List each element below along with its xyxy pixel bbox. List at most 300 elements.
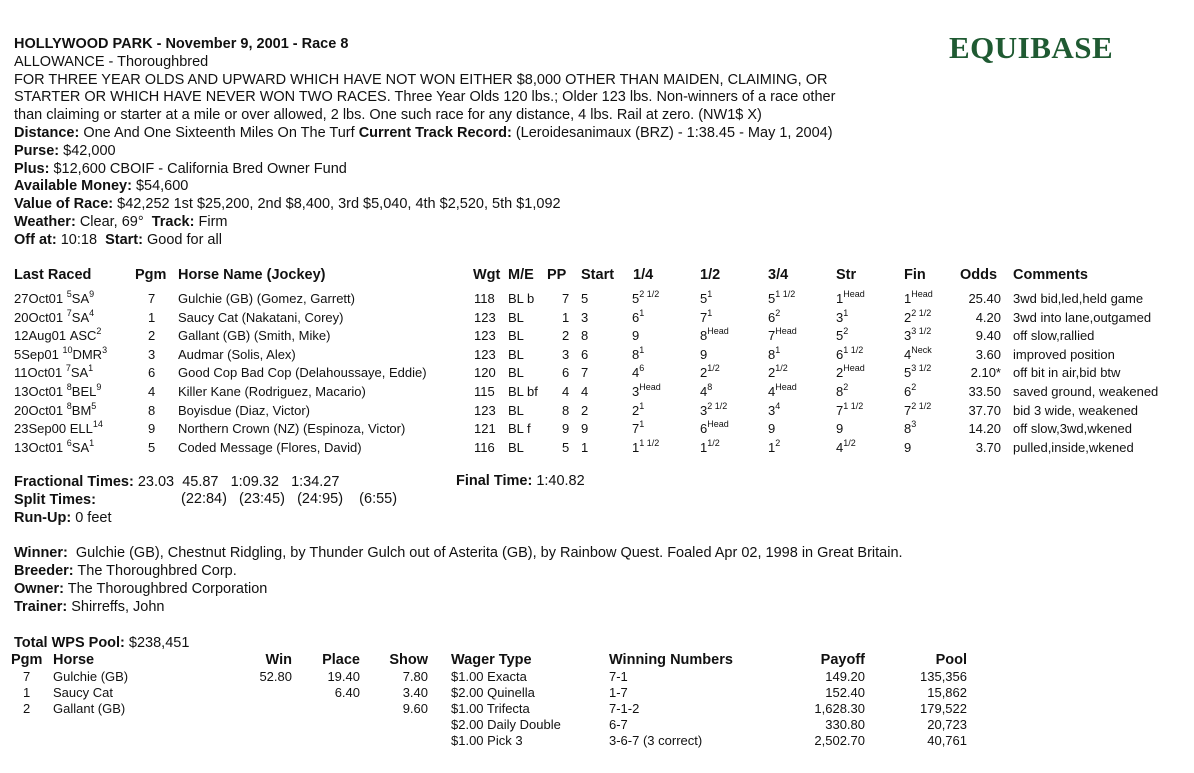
weight: 115: [474, 384, 495, 399]
winning-numbers: 7-1-2: [609, 701, 640, 716]
last-raced[interactable]: [14, 344, 108, 362]
race-header: [14, 36, 944, 250]
last-raced-track: DMR: [72, 347, 103, 362]
last-raced-date: 23Sep00: [14, 421, 67, 436]
col-quarter: 1/4: [633, 267, 654, 283]
payoff: 2,502.70: [814, 733, 865, 748]
start-value: Good for all: [146, 231, 222, 248]
finish-position-pos: 1: [904, 291, 912, 306]
col-half: 1/2: [700, 267, 721, 283]
horse-jockey[interactable]: Gulchie (GB) (Gomez, Garrett): [178, 291, 355, 306]
stretch-call-margin: 1 1/2: [843, 344, 864, 355]
stretch-call: [836, 325, 849, 343]
stretch-call-pos: 8: [836, 384, 844, 399]
stretch-call: [836, 400, 864, 418]
quarter-call: [632, 288, 660, 306]
three-quarter-call-pos: 2: [768, 365, 776, 380]
medication-equipment: BL f: [508, 421, 531, 436]
quarter-call-pos: 5: [632, 291, 640, 306]
horse-jockey[interactable]: Killer Kane (Rodriguez, Macario): [178, 384, 366, 399]
three-quarter-call: [768, 325, 797, 343]
col-stretch: Str: [836, 267, 857, 283]
last-raced-race-number: 8: [66, 400, 72, 411]
three-quarter-call: [768, 344, 781, 362]
finish-position-pos: 5: [904, 365, 912, 380]
medication-equipment: BL b: [508, 291, 535, 306]
comment: 3wd bid,led,held game: [1013, 291, 1144, 306]
stretch-call: [836, 437, 856, 455]
distance-value: One And One Sixteenth Miles On The Turf: [83, 124, 355, 141]
program-number: 2: [148, 328, 156, 343]
last-raced-date: 27Oct01: [14, 291, 64, 306]
finish-position-pos: 8: [904, 421, 912, 436]
quarter-call-margin: 2 1/2: [639, 288, 660, 299]
finish-position: [904, 440, 911, 455]
start-position: 4: [581, 384, 589, 399]
pool: 179,522: [920, 701, 967, 716]
three-quarter-call: [768, 381, 797, 399]
finish-position: [904, 288, 933, 306]
final-time-label: Final Time:: [456, 473, 533, 489]
last-raced[interactable]: [14, 307, 95, 325]
quarter-call-margin: 1: [639, 400, 645, 411]
odds: 9.40: [975, 328, 1001, 343]
col-start: Start: [581, 267, 615, 283]
quarter-call-pos: 1: [632, 440, 640, 455]
program-number: 6: [148, 365, 156, 380]
horse-jockey[interactable]: Audmar (Solis, Alex): [178, 347, 296, 362]
col-me: M/E: [508, 267, 534, 283]
stretch-call-margin: 2: [843, 325, 849, 336]
three-quarter-call-pos: 9: [768, 421, 776, 436]
half-call: [700, 362, 720, 380]
last-raced-finish: 4: [89, 307, 95, 318]
payoff: 152.40: [825, 685, 865, 700]
medication-equipment: BL: [508, 440, 524, 455]
horse-jockey[interactable]: Good Cop Bad Cop (Delahoussaye, Eddie): [178, 365, 427, 380]
finish-position-pos: 7: [904, 403, 912, 418]
col-comments: Comments: [1013, 267, 1088, 283]
half-call-margin: Head: [707, 325, 729, 336]
odds: 2.10*: [970, 365, 1001, 380]
medication-equipment: BL: [508, 347, 524, 362]
comment: off slow,rallied: [1013, 328, 1095, 343]
half-call: [700, 418, 729, 436]
odds: 4.20: [975, 310, 1001, 325]
quarter-call-margin: Head: [639, 381, 661, 392]
last-raced-finish: 1: [88, 362, 94, 373]
run-up: [14, 509, 111, 527]
quarter-call: [632, 328, 639, 343]
finish-position-pos: 4: [904, 347, 912, 362]
three-quarter-call: [768, 307, 781, 325]
program-number: 1: [148, 310, 156, 325]
pool: 20,723: [927, 717, 967, 732]
wps-horse: Gallant (GB): [53, 701, 126, 716]
finish-position: [904, 307, 932, 325]
last-raced-date: 13Oct01: [14, 440, 64, 455]
trainer-line: [14, 598, 164, 616]
equibase-logo[interactable]: EQUIBASE: [949, 30, 1114, 65]
breeder-label: Breeder:: [14, 563, 74, 579]
horse-jockey[interactable]: Coded Message (Flores, David): [178, 440, 362, 455]
winner-value: Gulchie (GB), Chestnut Ridgling, by Thunder Gulch out of Asterita (GB), by Rainbow Quest. Foaled Apr 02, 1998 in Great Britain.: [75, 545, 903, 561]
start-position: 2: [581, 403, 589, 418]
last-raced-track: SA: [71, 440, 90, 455]
available-money-label: Available Money:: [14, 178, 132, 195]
purse-label: Purse:: [14, 142, 60, 159]
fractional-time: 1:09.32: [230, 474, 279, 490]
odds: 33.50: [968, 384, 1001, 399]
payout-col-numbers: Winning Numbers: [609, 652, 733, 668]
col-horse: Horse Name (Jockey): [178, 267, 326, 283]
three-quarter-call-margin: 1/2: [775, 362, 788, 373]
post-position: 5: [562, 440, 570, 455]
three-quarter-call-margin: 2: [775, 437, 781, 448]
last-raced-track: BM: [71, 403, 92, 418]
weight: 123: [474, 310, 496, 325]
stretch-call: [836, 307, 849, 325]
half-call-pos: 8: [700, 328, 708, 343]
medication-equipment: BL: [508, 310, 524, 325]
wps-place: 6.40: [334, 685, 360, 700]
fractional-time: 1:34.27: [291, 474, 340, 490]
finish-position-margin: 2: [911, 381, 917, 392]
payout-col-place: Place: [322, 652, 360, 668]
stretch-call-pos: 5: [836, 328, 844, 343]
value-of-race-label: Value of Race:: [14, 196, 114, 213]
plus-value: $12,600 CBOIF - California Bred Owner Fund: [53, 160, 347, 177]
off-at-value: 10:18: [60, 231, 98, 248]
payout-col-win: Win: [265, 652, 292, 668]
horse-jockey[interactable]: Boyisdue (Diaz, Victor): [178, 403, 310, 418]
stretch-call-margin: Head: [843, 288, 865, 299]
last-raced[interactable]: [14, 400, 97, 418]
half-call: [700, 381, 713, 399]
stretch-call-margin: 1/2: [843, 437, 856, 448]
finish-position-margin: 3 1/2: [911, 362, 932, 373]
total-wps-pool-label: Total WPS Pool:: [14, 635, 125, 651]
half-call: [700, 437, 720, 455]
quarter-call-pos: 6: [632, 310, 640, 325]
half-call: [700, 325, 729, 343]
finish-position-pos: 6: [904, 384, 912, 399]
split-time: (24:95): [297, 491, 344, 507]
quarter-call-margin: 1: [639, 418, 645, 429]
stretch-call-pos: 9: [836, 421, 844, 436]
finish-position: [904, 381, 917, 399]
half-call: [700, 347, 707, 362]
trainer-label: Trainer:: [14, 599, 68, 615]
quarter-call-pos: 3: [632, 384, 640, 399]
half-call-pos: 1: [700, 440, 708, 455]
track-value: Firm: [198, 213, 228, 230]
half-call-pos: 3: [700, 403, 708, 418]
last-raced[interactable]: [14, 381, 102, 399]
post-position: 8: [562, 403, 570, 418]
finish-position-margin: 2 1/2: [911, 400, 932, 411]
wps-pgm: 7: [23, 669, 31, 684]
quarter-call-pos: 8: [632, 347, 640, 362]
stretch-call-pos: 2: [836, 365, 844, 380]
value-of-race-value: $42,252 1st $25,200, 2nd $8,400, 3rd $5,040, 4th $2,520, 5th $1,092: [117, 196, 561, 213]
odds: 25.40: [968, 291, 1001, 306]
distance-label: Distance:: [14, 124, 80, 141]
payoff: 330.80: [825, 717, 865, 732]
three-quarter-call-margin: 2: [775, 307, 781, 318]
last-raced-track: ASC: [69, 328, 97, 343]
start-position: 8: [581, 328, 589, 343]
col-finish: Fin: [904, 267, 926, 283]
weight: 118: [474, 291, 495, 306]
split-time: (6:55): [359, 491, 398, 507]
program-number: 4: [148, 384, 156, 399]
weight: 120: [474, 365, 496, 380]
race-conditions-line: STARTER OR WHICH HAVE NEVER WON TWO RACES. Three Year Olds 120 lbs.; Older 123 lbs. Non-winners of a race other: [14, 89, 836, 106]
winner-line: [14, 544, 903, 562]
three-quarter-call: [768, 437, 781, 455]
wps-horse: Saucy Cat: [53, 685, 113, 700]
track-label: Track:: [151, 213, 195, 230]
split-times-values: [181, 491, 397, 507]
finish-position-margin: 3 1/2: [911, 325, 932, 336]
last-raced-race-number: 5: [66, 288, 72, 299]
finish-position-margin: Head: [911, 288, 933, 299]
split-time: (23:45): [239, 491, 285, 507]
fractional-times: [14, 473, 339, 491]
half-call-pos: 7: [700, 310, 708, 325]
last-raced-date: 20Oct01: [14, 310, 64, 325]
three-quarter-call-margin: Head: [775, 381, 797, 392]
finish-position-margin: 3: [911, 418, 917, 429]
three-quarter-call: [768, 288, 796, 306]
payout-col-wager: Wager Type: [451, 652, 532, 668]
quarter-call-margin: 1: [639, 307, 645, 318]
horse-jockey[interactable]: Gallant (GB) (Smith, Mike): [178, 328, 331, 343]
col-last-raced: Last Raced: [14, 267, 92, 283]
comment: improved position: [1013, 347, 1115, 362]
quarter-call: [632, 307, 645, 325]
last-raced-finish: 14: [92, 418, 103, 429]
program-number: 7: [148, 291, 156, 306]
stretch-call: [836, 381, 849, 399]
run-up-label: Run-Up:: [14, 510, 72, 526]
program-number: 9: [148, 421, 156, 436]
three-quarter-call-pos: 5: [768, 291, 776, 306]
three-quarter-call-margin: 4: [775, 400, 781, 411]
stretch-call-pos: 4: [836, 440, 844, 455]
last-raced[interactable]: [14, 288, 95, 306]
stretch-call: [836, 421, 843, 436]
track-record-label: Current Track Record:: [358, 124, 512, 141]
quarter-call: [632, 418, 645, 436]
last-raced-finish: 1: [89, 437, 95, 448]
winning-numbers: 6-7: [609, 717, 628, 732]
odds: 37.70: [968, 403, 1001, 418]
quarter-call: [632, 437, 660, 455]
last-raced-date: 12Aug01: [14, 328, 67, 343]
payout-col-pool: Pool: [935, 652, 967, 668]
medication-equipment: BL: [508, 365, 524, 380]
wps-pgm: 2: [23, 701, 31, 716]
last-raced-finish: 2: [96, 325, 102, 336]
comment: bid 3 wide, weakened: [1013, 403, 1139, 418]
total-wps-pool: [14, 634, 189, 652]
wps-horse: Gulchie (GB): [53, 669, 129, 684]
half-call-pos: 5: [700, 291, 708, 306]
wps-place: 19.40: [327, 669, 360, 684]
final-time: [456, 473, 585, 489]
stretch-call: [836, 362, 865, 380]
finish-position: [904, 362, 932, 380]
half-call-pos: 9: [700, 347, 708, 362]
weight: 121: [474, 421, 496, 436]
race-conditions-line: than claiming or starter at a mile or over allowed, 2 lbs. One such race for any distance, 4 lbs. Rail at zero. (NW1$ X): [14, 107, 762, 124]
half-call-margin: 1/2: [707, 437, 720, 448]
odds: 3.70: [975, 440, 1001, 455]
three-quarter-call-pos: 6: [768, 310, 776, 325]
wager-type: $1.00 Pick 3: [451, 733, 523, 748]
last-raced[interactable]: [14, 325, 102, 343]
last-raced-race-number: 8: [66, 381, 72, 392]
run-up-value: 0 feet: [75, 510, 112, 526]
quarter-call: [632, 381, 661, 399]
payoff: 149.20: [825, 669, 865, 684]
last-raced[interactable]: [14, 418, 103, 436]
last-raced-track: SA: [71, 310, 90, 325]
race-type: ALLOWANCE - Thoroughbred: [14, 53, 209, 70]
owner-value: The Thoroughbred Corporation: [67, 581, 268, 597]
half-call-margin: 2 1/2: [707, 400, 728, 411]
breeder-value: The Thoroughbred Corp.: [77, 563, 237, 579]
stretch-call-margin: 1: [843, 307, 849, 318]
wps-win: 52.80: [259, 669, 292, 684]
start-position: 3: [581, 310, 589, 325]
half-call-pos: 2: [700, 365, 708, 380]
last-raced[interactable]: [14, 362, 94, 380]
quarter-call-margin: 6: [639, 362, 645, 373]
payout-col-show: Show: [389, 652, 428, 668]
quarter-call: [632, 400, 645, 418]
program-number: 3: [148, 347, 156, 362]
race-conditions-line: FOR THREE YEAR OLDS AND UPWARD WHICH HAVE NOT WON EITHER $8,000 OTHER THAN MAIDEN, CLAIMING, OR: [14, 71, 828, 88]
start-position: 5: [581, 291, 589, 306]
post-position: 4: [562, 384, 570, 399]
medication-equipment: BL bf: [508, 384, 538, 399]
quarter-call-pos: 9: [632, 328, 640, 343]
winner-label: Winner:: [14, 545, 68, 561]
half-call-margin: Head: [707, 418, 729, 429]
comment: saved ground, weakened: [1013, 384, 1159, 399]
stretch-call-margin: Head: [843, 362, 865, 373]
quarter-call-pos: 2: [632, 403, 640, 418]
half-call-margin: 8: [707, 381, 713, 392]
payout-col-horse: Horse: [53, 652, 95, 668]
col-odds: Odds: [960, 267, 998, 283]
start-label: Start:: [105, 231, 143, 248]
last-raced[interactable]: [14, 437, 95, 455]
split-times-label: Split Times:: [14, 492, 96, 508]
quarter-call: [632, 344, 645, 362]
owner-label: Owner:: [14, 581, 64, 597]
last-raced-finish: 3: [102, 344, 108, 355]
medication-equipment: BL: [508, 328, 524, 343]
off-at-label: Off at:: [14, 231, 57, 248]
last-raced-finish: 9: [89, 288, 95, 299]
winning-numbers: 3-6-7 (3 correct): [609, 733, 703, 748]
weight: 123: [474, 328, 496, 343]
breeder-line: [14, 562, 237, 580]
three-quarter-call-pos: 1: [768, 440, 776, 455]
wager-type: $2.00 Quinella: [451, 685, 535, 700]
last-raced-race-number: 7: [66, 307, 72, 318]
finish-position-pos: 9: [904, 440, 912, 455]
stretch-call: [836, 288, 865, 306]
comment: off bit in air,bid btw: [1013, 365, 1121, 380]
finish-position: [904, 344, 932, 362]
three-quarter-call: [768, 421, 775, 436]
pool: 135,356: [920, 669, 967, 684]
col-wgt: Wgt: [473, 267, 501, 283]
wager-type: $2.00 Daily Double: [451, 717, 561, 732]
total-wps-pool-value: $238,451: [128, 635, 190, 651]
quarter-call-pos: 4: [632, 365, 640, 380]
winning-numbers: 1-7: [609, 685, 628, 700]
last-raced-track: SA: [70, 365, 89, 380]
last-raced-race-number: 6: [66, 437, 72, 448]
program-number: 8: [148, 403, 156, 418]
col-pp: PP: [547, 267, 567, 283]
pool: 15,862: [927, 685, 967, 700]
track-record-value: (Leroidesanimaux (BRZ) - 1:38.45 - May 1, 2004): [515, 124, 833, 141]
wps-show: 3.40: [402, 685, 428, 700]
three-quarter-call-pos: 4: [768, 384, 776, 399]
wager-type: $1.00 Trifecta: [451, 701, 530, 716]
wps-pgm: 1: [23, 685, 31, 700]
finish-position-margin: 2 1/2: [911, 307, 932, 318]
quarter-call-margin: 1 1/2: [639, 437, 660, 448]
weight: 123: [474, 403, 496, 418]
three-quarter-call-pos: 3: [768, 403, 776, 418]
half-call-pos: 4: [700, 384, 708, 399]
post-position: 3: [562, 347, 570, 362]
last-raced-race-number: 10: [62, 344, 73, 355]
last-raced-finish: 5: [91, 400, 97, 411]
quarter-call-pos: 7: [632, 421, 640, 436]
horse-jockey[interactable]: Saucy Cat (Nakatani, Corey): [178, 310, 344, 325]
fractional-times-label: Fractional Times:: [14, 474, 134, 490]
col-pgm: Pgm: [135, 267, 167, 283]
last-raced-race-number: 7: [65, 362, 71, 373]
stretch-call-pos: 7: [836, 403, 844, 418]
weight: 123: [474, 347, 496, 362]
horse-jockey[interactable]: Northern Crown (NZ) (Espinoza, Victor): [178, 421, 406, 436]
stretch-call: [836, 344, 864, 362]
half-call-margin: 1: [707, 307, 713, 318]
finish-position-pos: 2: [904, 310, 912, 325]
start-position: 7: [581, 365, 589, 380]
three-quarter-call-margin: 1: [775, 344, 781, 355]
start-position: 1: [581, 440, 589, 455]
stretch-call-pos: 6: [836, 347, 844, 362]
weather-label: Weather:: [14, 213, 76, 230]
medication-equipment: BL: [508, 403, 524, 418]
odds: 3.60: [975, 347, 1001, 362]
pool: 40,761: [927, 733, 967, 748]
wager-type: $1.00 Exacta: [451, 669, 527, 684]
half-call-pos: 6: [700, 421, 708, 436]
quarter-call-margin: 1: [639, 344, 645, 355]
